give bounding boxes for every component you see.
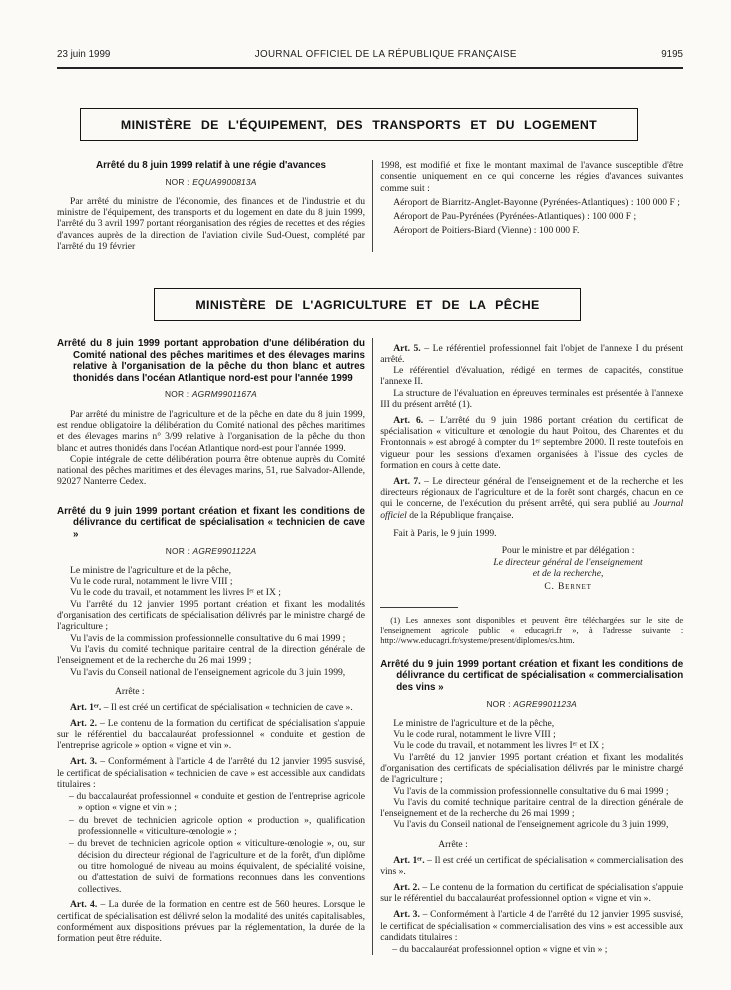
preamble-line: Vu l'avis du Conseil national de l'enseignement agricole du 3 juin 1999, — [393, 819, 669, 831]
article-text: – Il est créé un certificat de spécialisation « commercialisation des vins ». — [380, 855, 684, 878]
preamble-line: Vu l'avis du Conseil national de l'enseignement agricole du 3 juin 1999, — [70, 666, 346, 678]
signature-delegation: Pour le ministre et par délégation : — [501, 545, 635, 557]
article-paragraph — [380, 909, 683, 943]
article-text: – Le contenu de la formation du certificat de spécialisation s'appuie sur le référentiel du baccalauréat professionnel « conduite et gestion de l'entreprise agricole » option « vigne et vin ». — [57, 717, 365, 752]
ministry-banner-title: MINISTÈRE DE L'ÉQUIPEMENT, DES TRANSPORTS ET DU LOGEMENT — [120, 117, 598, 132]
issue-date: 23 juin 1999 — [57, 49, 111, 60]
journal-officiel-italic: Journal officiel — [380, 498, 684, 521]
page-number: 9195 — [661, 49, 683, 60]
article-text: – Le contenu de la formation du certificat de spécialisation s'appuie sur le référentiel du baccalauréat professionnel option « vigne et vin ». — [380, 882, 684, 905]
body-paragraph: Par arrêté du ministre de l'économie, des finances et de l'industrie et du ministre de l'équipement, des transports et du logement en date du 8 juin 1999, l'arrêté du 3 avril 1997 portant réorganisation des régies de recettes et des régies d'avances auprès de la direction de l'aviation civile Sud-Ouest, complété par l'arrêté du 19 février — [57, 195, 365, 253]
nor-line — [380, 699, 683, 710]
preamble-line: Vu l'avis de la commission professionnelle consultative du 6 mai 1999 ; — [70, 632, 346, 644]
nor-label: NOR : — [486, 698, 514, 709]
article-text: – Le directeur général de l'enseignement et de la recherche et les directeurs régionaux de l'agriculture et de la forêt sont chargés, chacun en ce qui le concerne, de l'exécution du présent arrêté, qui sera publié au — [380, 475, 684, 510]
arrete-title: Arrêté du 9 juin 1999 portant création et fixant les conditions de délivrance du certificat de spécialisation « technicien de cave » — [57, 505, 365, 540]
article-label: Art. 4. — [70, 899, 98, 911]
dash-item: – du baccalauréat professionnel option « vigne et vin » ; — [392, 944, 608, 956]
nor-line — [57, 546, 365, 557]
preamble-line: Vu le code rural, notamment le livre VIII ; — [393, 729, 556, 741]
decree-word: Arrête : — [438, 838, 468, 850]
masthead-rule — [57, 67, 683, 69]
nor-label: NOR : — [165, 545, 193, 556]
article-text: – Conformément à l'article 4 de l'arrêté du 12 janvier 1995 susvisé, le certificat de spécialisation « commercialisation des vins » est accessible aux candidats titulaires : — [380, 909, 684, 943]
airport-item: Aéroport de Biarritz-Anglet-Bayonne (Pyrénées-Atlantiques) : 100 000 F ; — [393, 196, 680, 208]
article-label: Art. 6. — [393, 414, 424, 426]
article-label: Art. 1ᵉʳ. — [393, 855, 425, 867]
preamble-line: Vu l'arrêté du 12 janvier 1995 portant création et fixant les modalités d'organisation des certificats de spécialisation délivrés par le ministre chargé de l'agriculture ; — [380, 751, 684, 786]
nor-label: NOR : — [165, 176, 193, 187]
dash-item: – du brevet de technicien agricole option « production », qualification professionnelle « viticulture-œnologie » ; — [69, 814, 365, 838]
column-right — [380, 160, 683, 252]
article-label: Art. 3. — [70, 756, 98, 768]
columns-equipement — [57, 160, 684, 252]
airport-item: Aéroport de Poitiers-Biard (Vienne) : 100 000 F. — [393, 225, 580, 237]
dash-item: – du brevet de technicien agricole option « viticulture-œnologie », ou, sur décision du directeur régional de l'agriculture et de la forêt, d'un diplôme ou titre homologué de niveau au moins équivalent, de spécialité voisine, ou d'attestation de suivi de formations reconnues dans les conventions collectives. — [69, 838, 365, 895]
body-paragraph: Le référentiel d'évaluation, rédigé en termes de capacités, constitue l'annexe II. — [380, 365, 684, 388]
nor-line — [57, 389, 365, 400]
preamble-line: Vu le code du travail, et notamment les livres Iᵉʳ et IX ; — [70, 587, 281, 599]
article-paragraph — [380, 415, 683, 471]
arrete-title: Arrêté du 9 juin 1999 portant création et fixant les conditions de délivrance du certificat de spécialisation « commercialisation des vins » — [380, 658, 684, 693]
nor-code: AGRM9901167A — [191, 389, 257, 400]
nor-code: AGRE9901122A — [192, 545, 257, 556]
ministry-banner-title: MINISTÈRE DE L'AGRICULTURE ET DE LA PÊCHE — [195, 297, 540, 312]
preamble-line: Vu le code du travail, et notamment les livres Iᵉʳ et IX ; — [393, 740, 605, 752]
article-paragraph — [380, 343, 683, 366]
preamble-line: Vu l'avis de la commission professionnelle consultative du 6 mai 1999 ; — [393, 785, 669, 797]
signature-block — [453, 545, 683, 592]
dash-item: – du baccalauréat professionnel « conduite et gestion de l'entreprise agricole » option « vigne et vin » ; — [69, 791, 365, 814]
ministry-banner-equipement — [80, 108, 638, 141]
nor-label: NOR : — [165, 389, 192, 400]
article-text: – Il est créé un certificat de spécialisation « technicien de cave ». — [103, 702, 353, 714]
airport-item: Aéroport de Pau-Pyrénées (Pyrénées-Atlantiques) : 100 000 F ; — [393, 211, 637, 223]
article-label: Art. 3. — [393, 909, 420, 921]
article-label: Art. 2. — [393, 882, 420, 894]
body-paragraph: La structure de l'évaluation en épreuves terminales est présentée à l'annexe III du présent arrêté (1). — [380, 387, 684, 410]
article-text: – Le référentiel professionnel fait l'objet de l'annexe I du présent arrêté. — [380, 342, 684, 365]
body-paragraph: 1998, est modifié et fixe le montant maximal de l'avance susceptible d'être consentie uniquement en ce qui concerne les régies d'avances suivantes comme suit : — [380, 160, 684, 194]
signature-title: Le directeur général de l'enseignement — [493, 556, 643, 568]
article-paragraph — [380, 476, 683, 521]
preamble-line: Vu le code rural, notamment le livre VIII ; — [70, 576, 233, 588]
article-text: – Conformément à l'article 4 de l'arrêté du 12 janvier 1995 susvisé, le certificat de spécialisation « technicien de cave » est accessible aux candidats titulaires : — [57, 756, 365, 790]
body-paragraph: Copie intégrale de cette délibération pourra être obtenue auprès du Comité national des pêches maritimes et des élevages marins, 51, rue Salvador-Allende, 92027 Nanterre Cedex. — [57, 453, 365, 488]
nor-code: EQUA9900813A — [192, 176, 257, 187]
signature-title: et de la recherche, — [532, 568, 604, 580]
ministry-banner-agriculture — [154, 288, 581, 321]
column-left — [57, 338, 365, 955]
signature-name: C. Bernet — [544, 581, 592, 593]
article-label: Art. 2. — [70, 717, 97, 729]
preamble-line: Le ministre de l'agriculture et de la pêche, — [70, 564, 232, 576]
article-paragraph — [57, 756, 365, 790]
column-divider — [372, 338, 373, 955]
body-paragraph: Par arrêté du ministre de l'agriculture et de la pêche en date du 8 juin 1999, est rendue obligatoire la délibération du Comité national des pêches maritimes et des élevages marins n° 3/99 relative à l'organisation de la pêche du thon blanc et autres thonidés dans l'océan Atlantique nord-est pour l'année 1999. — [57, 408, 365, 454]
article-paragraph — [57, 718, 365, 752]
journal-title: JOURNAL OFFICIEL DE LA RÉPUBLIQUE FRANÇAISE — [254, 49, 517, 60]
article-label: Art. 1ᵉʳ. — [70, 702, 102, 714]
decree-word: Arrête : — [115, 685, 145, 697]
article-text: – L'arrêté du 9 juin 1986 portant création du certificat de spécialisation « viticulture et œnologie du haut Poitou, des Charentes et du Frontonnais » est abrogé à compter du 1ᵉʳ septembre 2000. Il reste toutefois en vigueur pour les sessions d'examen organisées à l'issue des cycles de formation en cours à cette date. — [380, 414, 684, 471]
article-text: de la République française. — [406, 509, 514, 521]
footnote: (1) Les annexes sont disponibles et peuvent être téléchargées sur le site de l'enseignement agricole public « educagri.fr », à l'adresse suivante : http://www.educagri.fr/systeme/present/diplomes/cs.htm. — [380, 614, 684, 645]
preamble-line: Le ministre de l'agriculture et de la pêche, — [393, 717, 555, 729]
article-label: Art. 5. — [393, 342, 421, 354]
preamble-line: Vu l'avis du comité technique paritaire central de la direction générale de l'enseignement et de la recherche du 26 mai 1999 ; — [57, 643, 365, 667]
article-paragraph — [380, 882, 683, 905]
columns-agriculture — [57, 338, 684, 955]
article-paragraph — [57, 702, 365, 713]
article-paragraph — [380, 855, 683, 878]
preamble-line: Vu l'avis du comité technique paritaire central de la direction générale de l'enseignement et de la recherche du 26 mai 1999 ; — [380, 796, 684, 820]
article-text: – La durée de la formation en centre est de 560 heures. Lorsque le certificat de spécialisation est délivré selon la modalité des unités capitalisables, conformément aux dispositions prévues par la réglementation, la durée de la formation peut être réduite. — [57, 899, 365, 945]
preamble-line: Vu l'arrêté du 12 janvier 1995 portant création et fixant les modalités d'organisation des certificats de spécialisation délivrés par le ministre chargé de l'agriculture ; — [57, 598, 365, 633]
column-divider — [372, 160, 373, 252]
arrete-title: Arrêté du 8 juin 1999 portant approbation d'une délibération du Comité national des pêches maritimes et des élevages marins relative à l'organisation de la pêche du thon blanc et autres thonidés dans l'océan Atlantique nord-est pour l'année 1999 — [57, 338, 365, 384]
nor-line — [57, 177, 365, 188]
nor-code: AGRE9901123A — [513, 698, 577, 709]
date-of-signature: Fait à Paris, le 9 juin 1999. — [393, 527, 497, 539]
footnote-rule — [380, 607, 458, 608]
masthead — [57, 49, 683, 60]
column-right — [380, 338, 683, 955]
column-left — [57, 160, 365, 252]
arrete-title: Arrêté du 8 juin 1999 relatif à une régie d'avances — [96, 160, 326, 171]
article-paragraph — [57, 899, 365, 944]
article-label: Art. 7. — [393, 475, 421, 487]
